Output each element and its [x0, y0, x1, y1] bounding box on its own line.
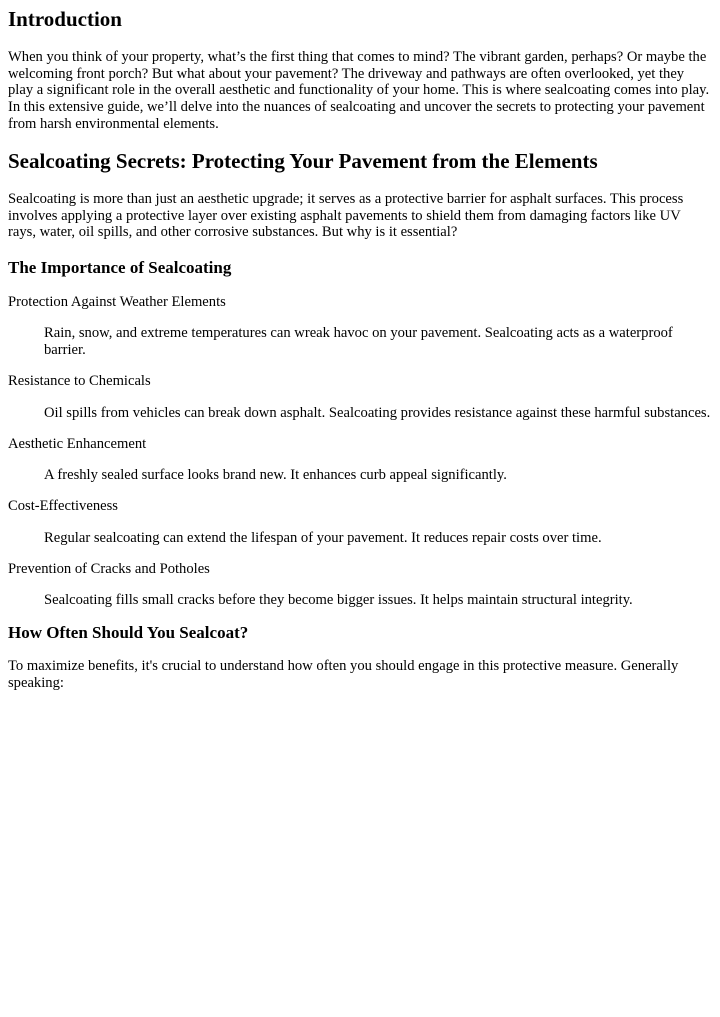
- benefit-description: Oil spills from vehicles can break down asphalt. Sealcoating provides resistance against these harmful substances.: [44, 404, 711, 421]
- introduction-heading: Introduction: [8, 7, 122, 31]
- benefit-description: A freshly sealed surface looks brand new. It enhances curb appeal significantly.: [44, 467, 507, 484]
- how-often-paragraph: To maximize benefits, it's crucial to understand how often you should engage in this protective measure. Generally speaking:: [8, 658, 679, 691]
- benefit-description: Rain, snow, and extreme temperatures can wreak havoc on your pavement. Sealcoating acts as a waterproof barrier.: [44, 325, 673, 358]
- benefit-term: Protection Against Weather Elements: [8, 294, 226, 310]
- importance-heading: The Importance of Sealcoating: [8, 258, 232, 277]
- benefit-term: Cost-Effectiveness: [8, 498, 118, 515]
- benefit-term: Resistance to Chemicals: [8, 373, 151, 390]
- benefits-list: [8, 294, 712, 624]
- sealcoating-secrets-paragraph: Sealcoating is more than just an aesthetic upgrade; it serves as a protective barrier for asphalt surfaces. This process involves applying a protective layer over existing asphalt pavements to shield them from damaging factors like UV rays, water, oil spills, and other corrosive substances. But why is it essential?: [8, 191, 684, 241]
- introduction-paragraph: When you think of your property, what’s the first thing that comes to mind? The vibrant garden, perhaps? Or maybe the welcoming front porch? But what about your pavement? The driveway and pathways are often overlooked, yet they play a significant role in the overall aesthetic and functionality of your home. This is where sealcoating comes into play. In this extensive guide, we’ll delve into the nuances of sealcoating and uncover the secrets to protecting your pavement from harsh environmental elements.: [8, 49, 710, 132]
- how-often-heading: How Often Should You Sealcoat?: [8, 623, 249, 642]
- benefit-term: Prevention of Cracks and Potholes: [8, 561, 210, 578]
- benefit-description: Sealcoating fills small cracks before they become bigger issues. It helps maintain structural integrity.: [44, 592, 633, 609]
- benefit-description: Regular sealcoating can extend the lifespan of your pavement. It reduces repair costs over time.: [44, 529, 602, 546]
- benefit-term: Aesthetic Enhancement: [8, 435, 147, 452]
- sealcoating-secrets-heading: Sealcoating Secrets: Protecting Your Pavement from the Elements: [8, 149, 598, 173]
